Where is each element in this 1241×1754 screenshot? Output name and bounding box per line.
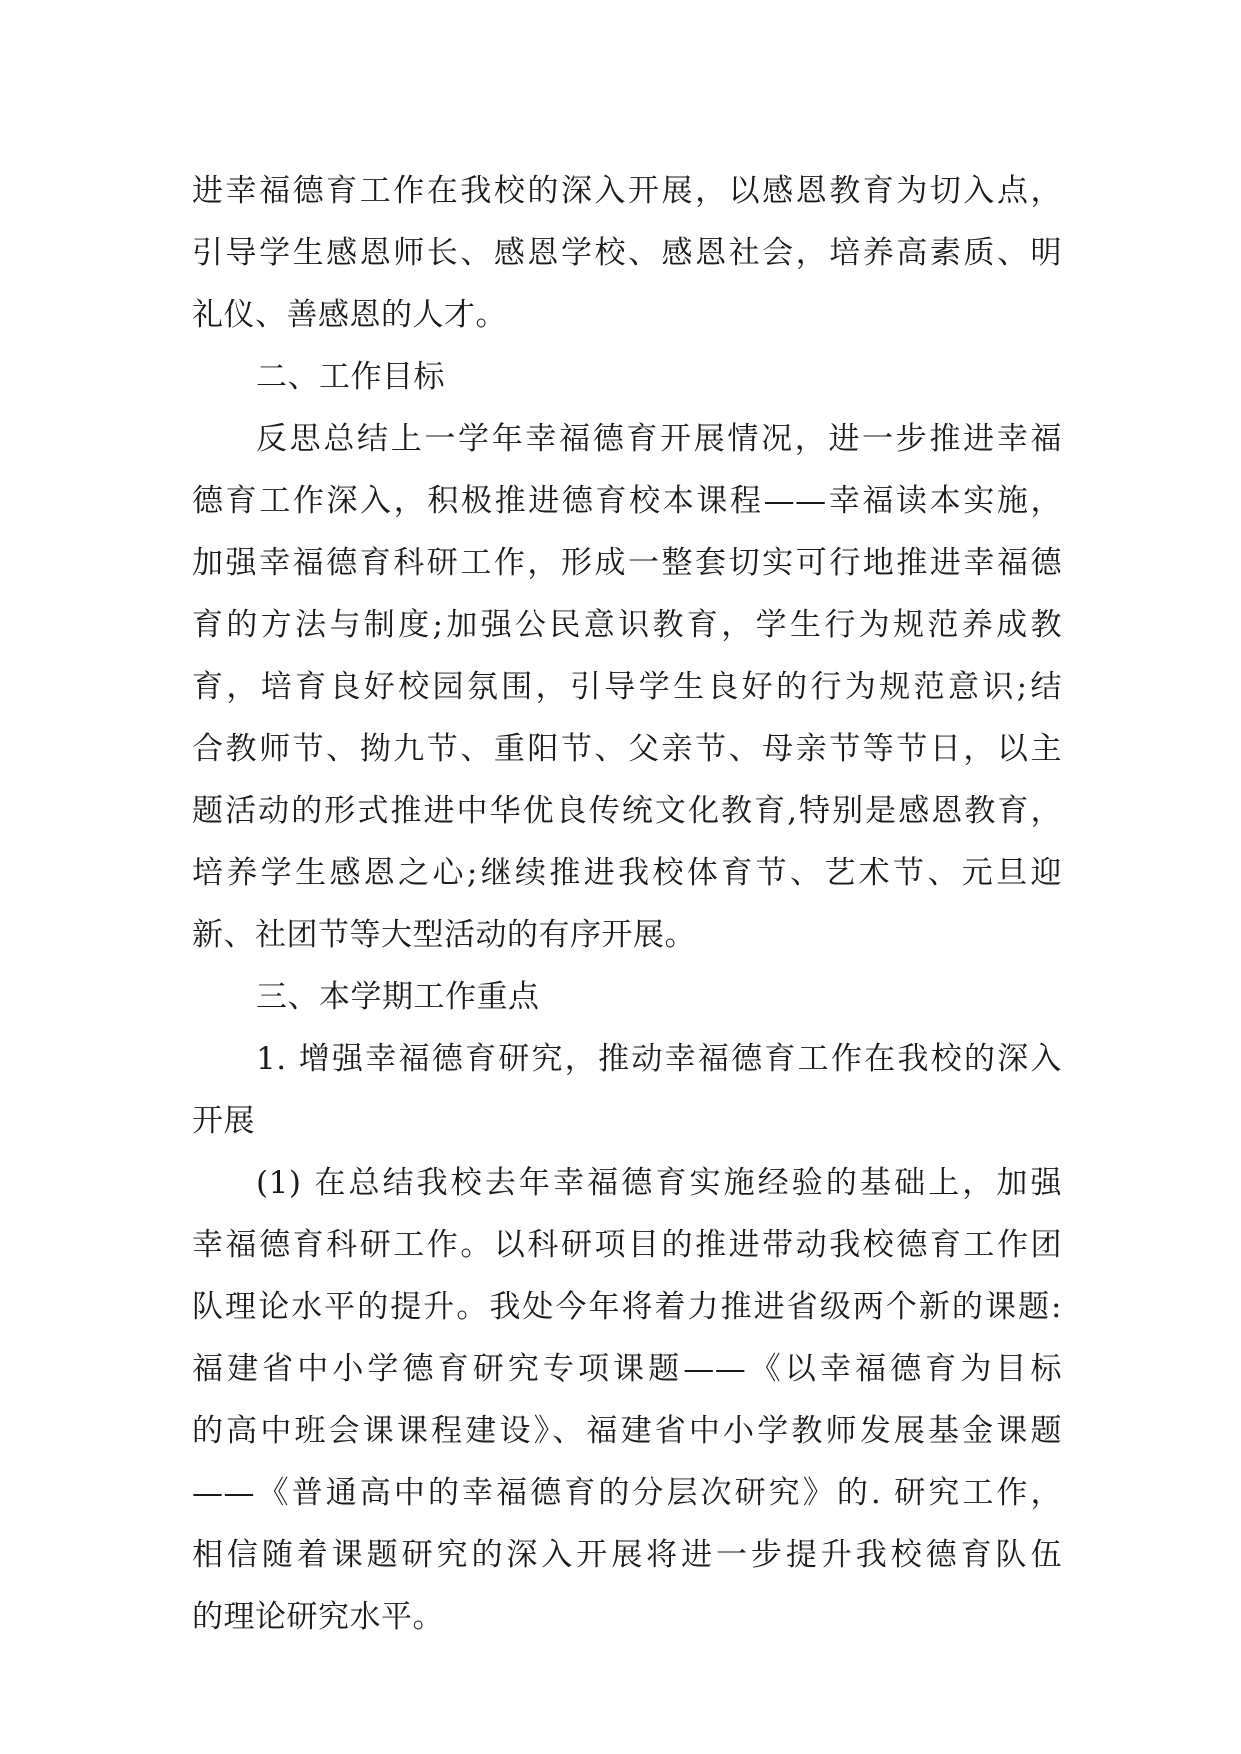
paragraph-line: 新、社团节等大型活动的有序开展。 [192, 917, 696, 953]
section-heading: 二、工作目标 [256, 359, 445, 395]
paragraph-line: 引导学生感恩师长、感恩学校、感恩社会，培养高素质、明 [192, 235, 1062, 271]
paragraph-line: 的理论研究水平。 [192, 1599, 444, 1635]
subsection-heading: 开展 [192, 1103, 255, 1139]
paragraph-line: 进幸福德育工作在我校的深入开展，以感恩教育为切入点， [192, 173, 1062, 209]
paragraph-line: 反思总结上一学年幸福德育开展情况，进一步推进幸福 [256, 421, 1062, 457]
paragraph-line: 队理论水平的提升。我处今年将着力推进省级两个新的课题: [192, 1289, 1062, 1325]
paragraph-line: 相信随着课题研究的深入开展将进一步提升我校德育队伍 [192, 1537, 1062, 1573]
paragraph-line: 的高中班会课课程建设》、福建省中小学教师发展基金课题 [192, 1413, 1062, 1449]
paragraph-line: 幸福德育科研工作。以科研项目的推进带动我校德育工作团 [192, 1227, 1062, 1263]
paragraph-line: 德育工作深入，积极推进德育校本课程——幸福读本实施， [192, 483, 1062, 519]
paragraph-line: (1) 在总结我校去年幸福德育实施经验的基础上，加强 [256, 1165, 1062, 1201]
paragraph-line: 福建省中小学德育研究专项课题——《以幸福德育为目标 [192, 1351, 1062, 1387]
paragraph-line: 题活动的形式推进中华优良传统文化教育,特别是感恩教育， [192, 793, 1062, 829]
paragraph-line: ——《普通高中的幸福德育的分层次研究》的. 研究工作， [192, 1475, 1062, 1511]
section-heading: 三、本学期工作重点 [256, 979, 540, 1015]
paragraph-line: 育，培育良好校园氛围，引导学生良好的行为规范意识;结 [192, 669, 1062, 705]
paragraph-line: 培养学生感恩之心;继续推进我校体育节、艺术节、元旦迎 [192, 855, 1062, 891]
subsection-heading: 1. 增强幸福德育研究，推动幸福德育工作在我校的深入 [256, 1041, 1062, 1077]
document-body [192, 160, 1062, 1648]
paragraph-line: 礼仪、善感恩的人才。 [192, 297, 507, 333]
paragraph-line: 合教师节、拗九节、重阳节、父亲节、母亲节等节日，以主 [192, 731, 1062, 767]
paragraph-line: 加强幸福德育科研工作，形成一整套切实可行地推进幸福德 [192, 545, 1062, 581]
paragraph-line: 育的方法与制度;加强公民意识教育，学生行为规范养成教 [192, 607, 1062, 643]
